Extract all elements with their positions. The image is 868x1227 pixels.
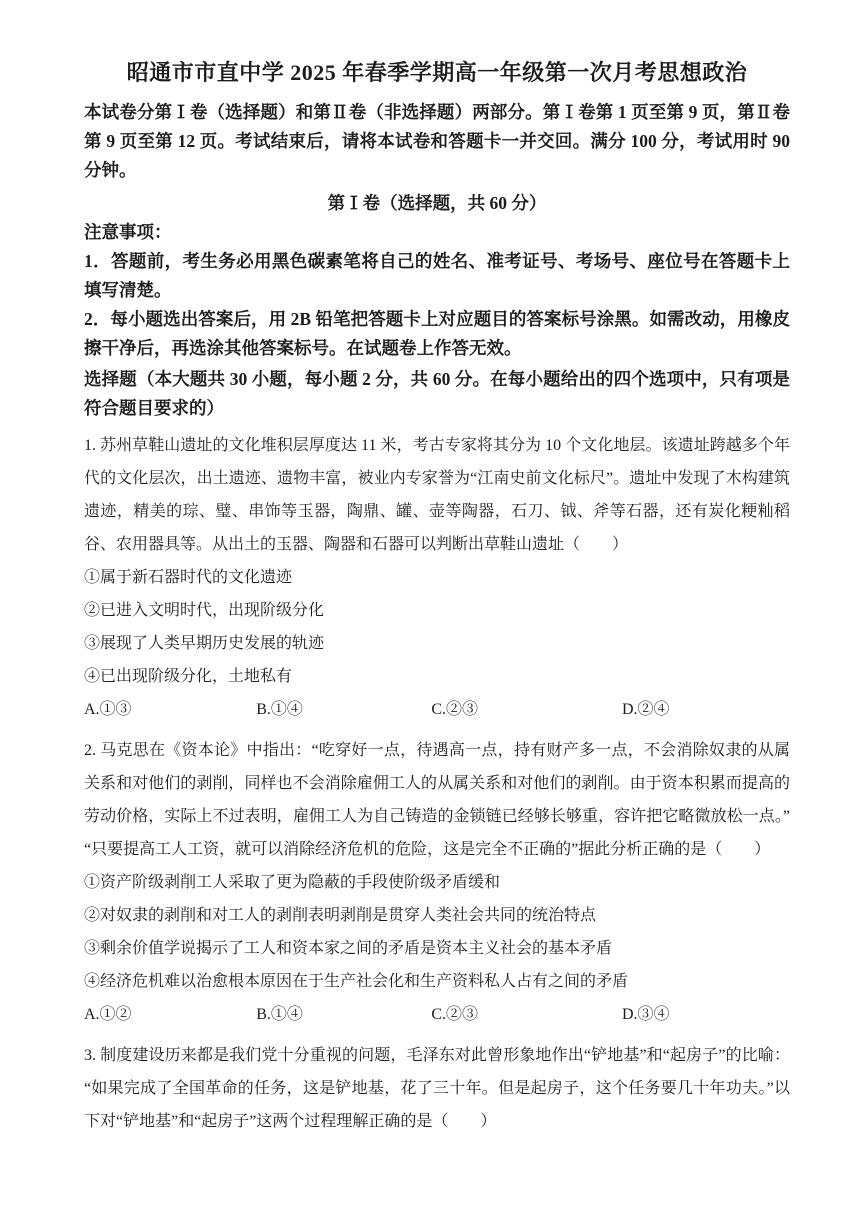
notice-item-1: 1．答题前，考生务必用黑色碳素笔将自己的姓名、准考证号、考场号、座位号在答题卡上填写清楚。	[84, 251, 790, 300]
question-2-stem: 2. 马克思在《资本论》中指出：“吃穿好一点，待遇高一点，持有财产多一点，不会消除奴隶的从属关系和对他们的剥削，同样也不会消除雇佣工人的从属关系和对他们的剥削。由于资本积累而提高的劳动价格，实际上不过表明，雇佣工人为自己铸造的金锁链已经够长够重，容许把它略微放松一点。”“只要提高工人工资，就可以消除经济危机的危险，这是完全不正确的”据此分析正确的是（ ）	[84, 742, 790, 858]
option-b: B.①④	[256, 701, 303, 718]
question-2	[84, 734, 790, 1031]
option-a: A.①②	[84, 1006, 132, 1023]
mcq-instruction: 选择题（本大题共 30 小题，每小题 2 分，共 60 分。在每小题给出的四个选项中，只有项是符合题目要求的）	[84, 369, 790, 418]
question-1-stem: 1. 苏州草鞋山遗址的文化堆积层厚度达 11 米，考古专家将其分为 10 个文化地层。该遗址跨越多个年代的文化层次，出土遗迹、遗物丰富，被业内专家誉为“江南史前文化标尺”。遗址中发现了木构建筑遗迹，精美的琮、璧、串饰等玉器，陶鼎、罐、壶等陶器，石刀、钺、斧等石器，还有炭化粳籼稻谷、农用器具等。从出土的玉器、陶器和石器可以判断出草鞋山遗址（ ）	[84, 437, 790, 553]
question-2-options	[84, 998, 790, 1031]
questions-list	[84, 429, 790, 1138]
option-d: D.③④	[621, 1006, 670, 1023]
question-1-item-3: ③展现了人类早期历史发展的轨迹	[84, 635, 325, 652]
question-2-item-1: ①资产阶级剥削工人采取了更为隐蔽的手段使阶级矛盾缓和	[84, 874, 501, 891]
section-heading: 第Ⅰ卷（选择题，共 60 分）	[327, 193, 547, 213]
question-1-item-2: ②已进入文明时代，出现阶级分化	[84, 602, 325, 619]
question-2-item-2: ②对奴隶的剥削和对工人的剥削表明剥削是贯穿人类社会共同的统治特点	[84, 907, 597, 924]
question-1	[84, 429, 790, 726]
notice-heading: 注意事项：	[84, 222, 172, 242]
page-title: 昭通市市直中学 2025 年春季学期高一年级第一次月考思想政治	[126, 60, 748, 85]
question-1-options	[84, 693, 790, 726]
option-b: B.①④	[256, 1006, 303, 1023]
question-3	[84, 1039, 790, 1138]
question-3-stem: 3. 制度建设历来都是我们党十分重视的问题，毛泽东对此曾形象地作出“铲地基”和“起房子”的比喻：“如果完成了全国革命的任务，这是铲地基，花了三十年。但是起房子，这个任务要几十年功夫。”以下对“铲地基”和“起房子”这两个过程理解正确的是（ ）	[84, 1047, 790, 1130]
option-c: C.②③	[431, 701, 479, 718]
option-a: A.①③	[84, 701, 132, 718]
notice-item-2: 2．每小题选出答案后，用 2B 铅笔把答题卡上对应题目的答案标号涂黑。如需改动，用橡皮擦干净后，再选涂其他答案标号。在试题卷上作答无效。	[84, 309, 790, 358]
exam-intro: 本试卷分第Ⅰ卷（选择题）和第Ⅱ卷（非选择题）两部分。第Ⅰ卷第 1 页至第 9 页，第Ⅱ卷第 9 页至第 12 页。考试结束后，请将本试卷和答题卡一并交回。满分 100 分，考试用时 90 分钟。	[84, 102, 790, 180]
question-2-item-3: ③剩余价值学说揭示了工人和资本家之间的矛盾是资本主义社会的基本矛盾	[84, 940, 613, 957]
question-1-item-1: ①属于新石器时代的文化遗迹	[84, 569, 293, 586]
question-1-item-4: ④已出现阶级分化，土地私有	[84, 668, 293, 685]
question-2-item-4: ④经济危机难以治愈根本原因在于生产社会化和生产资料私人占有之间的矛盾	[84, 973, 629, 990]
option-d: D.②④	[621, 701, 670, 718]
option-c: C.②③	[431, 1006, 479, 1023]
